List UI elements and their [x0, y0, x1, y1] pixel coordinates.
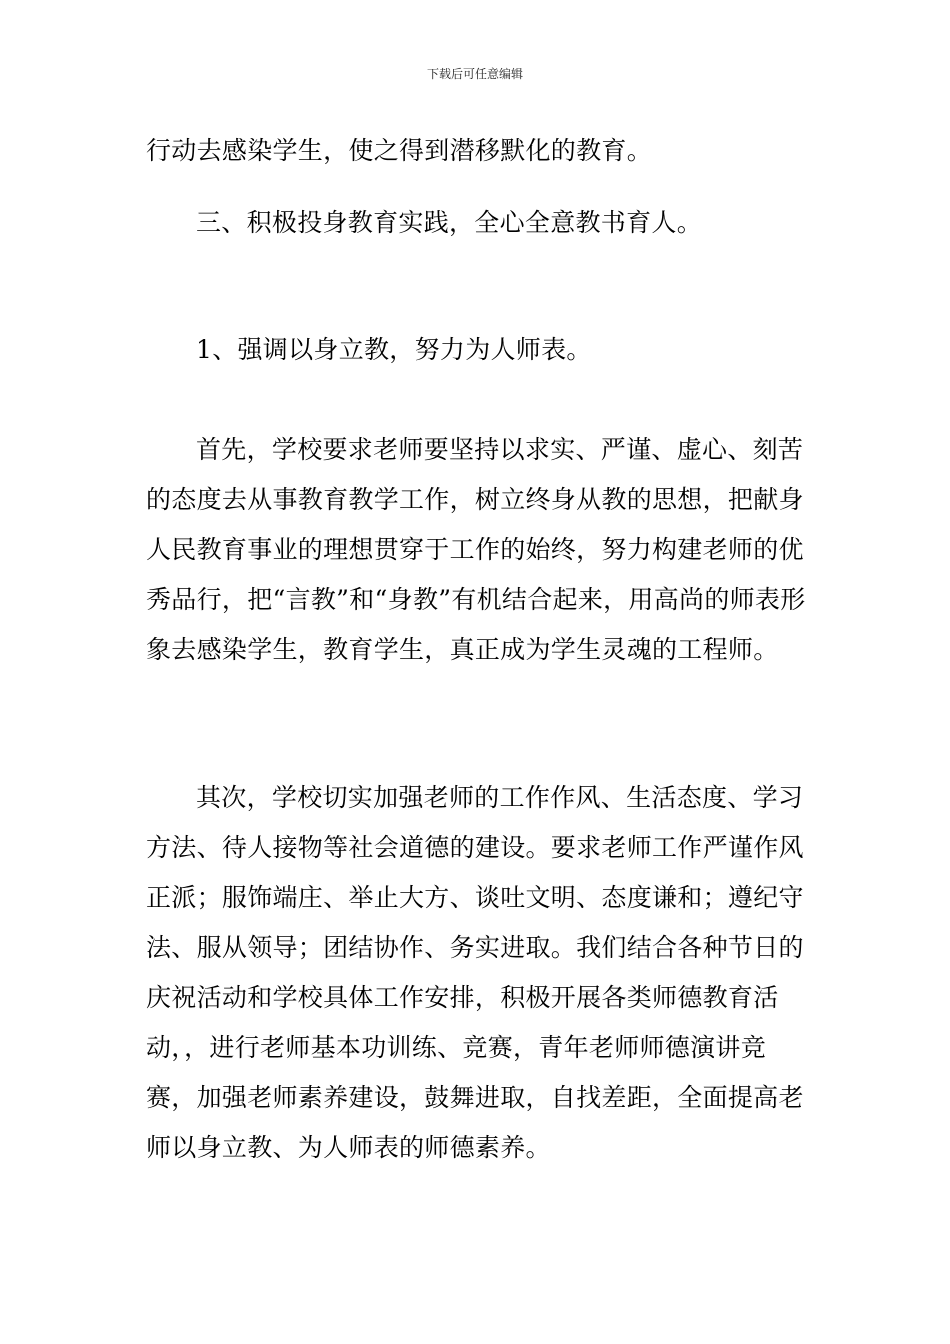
- paragraph-first: 首先，学校要求老师要坚持以求实、严谨、虚心、刻苦的态度去从事教育教学工作，树立终身从教的思想，把献身人民教育事业的理想贯穿于工作的始终，努力构建老师的优秀品行，把“言教”和“身教”有机结合起来，用高尚的师表形象去感染学生，教育学生，真正成为学生灵魂的工程师。: [146, 435, 806, 664]
- continuation-paragraph: 行动去感染学生，使之得到潜移默化的教育。: [146, 136, 653, 165]
- section-heading: 三、积极投身教育实践，全心全意教书育人。: [196, 208, 703, 237]
- paragraph-second: 其次，学校切实加强老师的工作作风、生活态度、学习方法、待人接物等社会道德的建设。要求老师工作严谨作风正派；服饰端庄、举止大方、谈吐文明、态度谦和；遵纪守法、服从领导；团结协作、务实进取。我们结合各种节日的庆祝活动和学校具体工作安排，积极开展各类师德教育活动，，进行老师基本功训练、竞赛，青年老师师德演讲竞赛，加强老师素养建设，鼓舞进取，自找差距，全面提高老师以身立教、为人师表的师德素养。: [146, 783, 804, 1162]
- header-note: 下载后可任意编辑: [426, 67, 523, 81]
- subheading: 1、强调以身立教，努力为人师表。: [196, 335, 592, 364]
